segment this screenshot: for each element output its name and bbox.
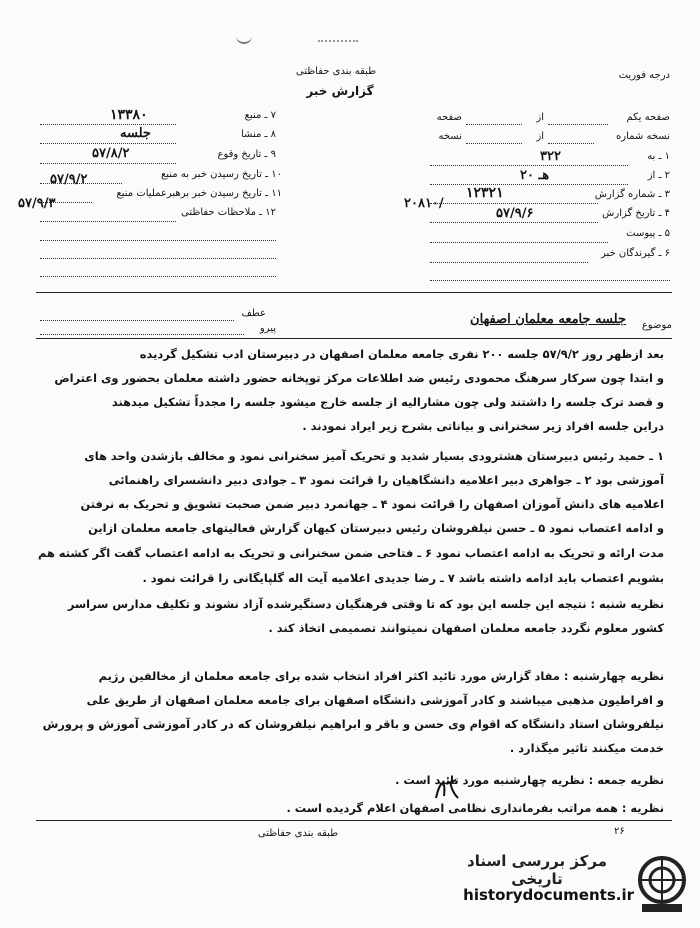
divider-footer	[36, 820, 672, 821]
body-line: دراین جلسه افراد زیر سخنرانی و بیاناتی بشرح زیر ایراد نمودند .	[302, 419, 664, 433]
body-line: کشور معلوم نگردد جامعه معلمان اصفهان نمیتوانند تصمیمی اتخاذ کند .	[268, 621, 664, 635]
priority-label: درجه فوریت	[618, 70, 670, 81]
field-security-notes-label: ۱۲ ـ ملاحظات حفاظتی	[181, 207, 276, 218]
subject-label: موضوع	[641, 320, 672, 331]
subject-value: جلسه جامعه معلمان اصفهان	[470, 312, 626, 327]
page-number: ۲۶	[614, 826, 625, 837]
body-line: و قصد ترک جلسه را داشتند ولی چون مشارالیه از جلسه خارج میشود جلسه را مجدداً تشکیل میدهند	[111, 395, 664, 409]
field-recipients-label: ۶ ـ گیرندگان خبر	[600, 248, 670, 259]
body-line: خدمت میکنند تاثیر میگذارد .	[509, 741, 664, 755]
field-page-end: صفحه	[436, 112, 462, 123]
body-line: و افراطیون مذهبی میباشند و کادر آموزشی دانشگاه اصفهان برای جامعه معلمان اصفهان از طریق علی	[86, 693, 664, 707]
divider-top	[36, 292, 672, 293]
body-line: نظریه جمعه : نظریه چهارشنبه مورد تائید است .	[395, 773, 664, 787]
report-number-note: ۲۰۸۱۰/	[404, 196, 444, 211]
body-line: و ابتدا چون سرکار سرهنگ محمودی رئیس ضد اطلاعات مرکز توپخانه حضور داشته معلمان بحضور وی اعتراض	[54, 371, 664, 385]
field-origin-label: ۸ ـ منشا	[240, 129, 276, 140]
body-line: نظریه شنبه : نتیجه این جلسه این بود که تا وقتی فرهنگیان دستگیرشده آزاد نشوند و تکلیف مدارس سراسر	[67, 597, 664, 611]
classification-label: طبقه بندی حفاظتی	[295, 66, 377, 77]
watermark	[440, 850, 690, 920]
field-attachment-label: ۵ ـ پیوست	[626, 228, 670, 239]
field-page-mid: از	[536, 112, 544, 123]
field-report-date-label: ۴ ـ تاریخ گزارش	[602, 208, 670, 219]
field-origin-value: جلسه	[120, 126, 151, 141]
body-line: بشویم اعتصاب باید ادامه داشته باشد ۷ ـ رضا جدیدی اعلامیه آیت اله گلپایگانی را قرائت نمود .	[142, 571, 664, 585]
field-received-label: ۱۰ ـ تاریخ رسیدن خبر به منبع	[160, 169, 282, 180]
field-from-value: ۲۰ هـ	[520, 168, 550, 183]
top-mark-2	[318, 40, 358, 45]
body-line: نیلفروشان استاد دانشگاه که اقوام وی حسن و باقر و ابراهیم نیلفروشان که در کادر آموزشی آموزش و پرورش	[42, 717, 664, 731]
field-to-value: ۳۲۲	[540, 149, 561, 164]
field-copy-label: نسخه شماره	[616, 131, 670, 142]
divider-subject	[36, 338, 672, 339]
body-line: نظریه چهارشنبه : مفاد گزارش مورد تائید اکثر افراد انتخاب شده برای جامعه معلمان از مخالفین رژیم	[98, 669, 664, 683]
body-line: و ادامه اعتصاب نمود ۵ ـ حسن نیلفروشان رئیس دبیرستان کیهان گزارش فعالیتهای جامعه معلمان ازاین	[88, 521, 664, 535]
field-source-label: ۷ ـ منبع	[244, 110, 276, 121]
field-report-number-value: ۱۲۳۲۱	[466, 185, 504, 201]
field-copy-mid: از	[536, 131, 544, 142]
field-to-label: ۱ ـ به	[647, 151, 670, 162]
field-received-value: ۵۷/۹/۲	[50, 172, 88, 187]
field-event-date-label: ۹ ـ تاریخ وقوع	[217, 149, 276, 160]
body-line: نظریه : همه مراتب بفرماندارى نظامى اصفهان اعلام گردیده است .	[286, 801, 664, 815]
body-line: ۱ ـ حمید رئیس دبیرستان هشترودی بسیار شدید و تحریک آمیز سخنرانی نمود و مخالف بازشدن واحد های	[84, 449, 664, 463]
body-line: آموزشی بود ۲ ـ جواهری دبیر اعلامیه دانشگاهیان را قرائت نمود ۳ ـ جوادی دبیر دانشسرای راهنمائی	[108, 473, 664, 487]
watermark-url: historydocuments.ir	[463, 886, 634, 904]
footer-classification-label: طبقه بندی حفاظتی	[257, 828, 339, 839]
body-line: اعلامیه های دانش آموزان اصفهان را قرائت نمود ۴ ـ جهانمرد دبیر ضمن صحبت تشویق و تحریک به نرفتن	[80, 497, 664, 511]
field-from-label: ۲ ـ از	[647, 170, 670, 181]
field-copy-end: نسخه	[438, 131, 462, 142]
report-title: گزارش خبر	[306, 84, 374, 98]
field-ops-received-value: ۵۷/۹/۳	[18, 196, 56, 211]
top-mark	[236, 32, 252, 44]
field-ops-received-label: ۱۱ ـ تاریخ رسیدن خبر برهبرعملیات منبع	[116, 188, 282, 199]
field-source-value: ۱۳۳۸۰	[110, 107, 148, 123]
watermark-name: مرکز بررسی اسناد تاریخی	[467, 852, 607, 888]
handwritten-initial-icon	[432, 776, 462, 802]
field-report-date-value: ۵۷/۹/۶	[496, 206, 534, 221]
archive-logo-icon	[636, 850, 688, 916]
ref-label: عطف	[241, 308, 266, 319]
ref2-label: پیرو	[259, 323, 276, 334]
body-line: مدت ارائه و تحریک به ادامه اعتصاب نمود ۶ ـ فتاحی ضمن سخنرانی و تحریک به ادامه اعتصاب گفت اگر کشته هم	[38, 546, 664, 560]
field-report-number-label: ۳ ـ شماره گزارش	[594, 189, 670, 200]
body-line: بعد ازظهر روز ۵۷/۹/۲ جلسه ۲۰۰ نفری جامعه معلمان اصفهان در دبیرستان ادب تشکیل گردیده	[139, 347, 664, 361]
field-event-date-value: ۵۷/۸/۲	[92, 146, 130, 161]
field-page-label: صفحه یکم	[626, 112, 670, 123]
